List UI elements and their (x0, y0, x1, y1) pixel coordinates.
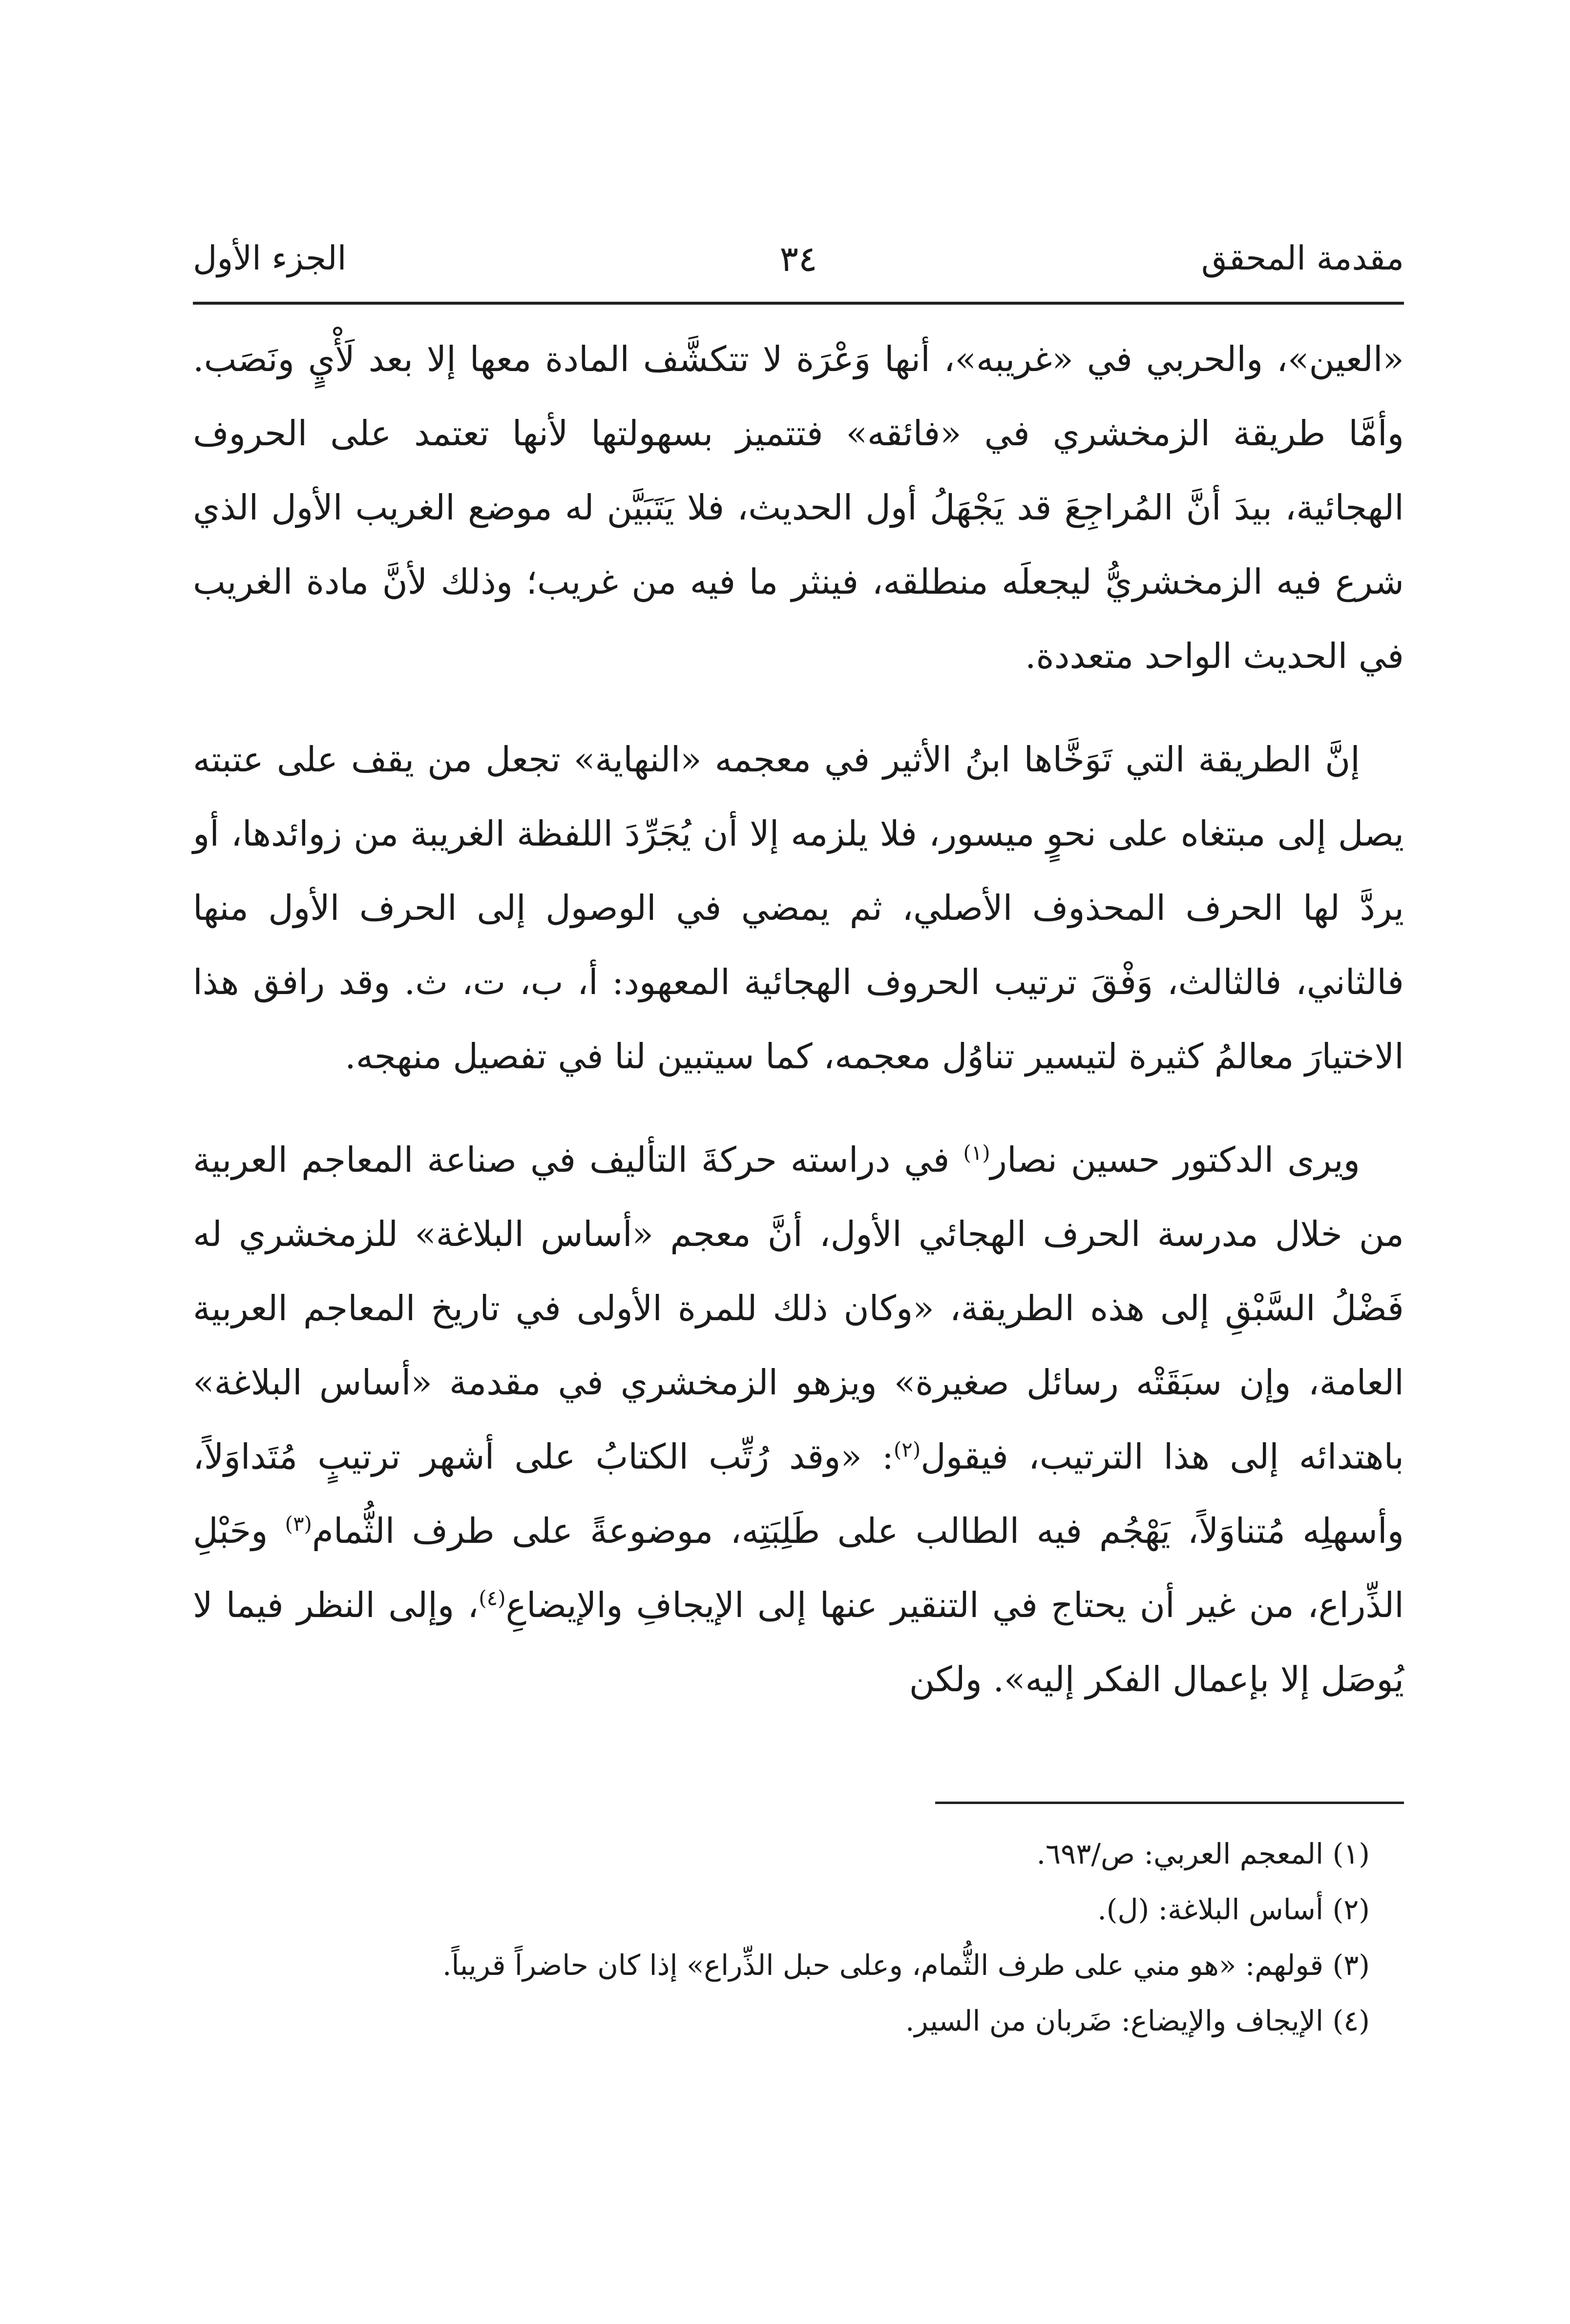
main-text (193, 322, 1404, 1746)
paragraph-3-part-1: ويرى الدكتور حسين نصار (990, 1140, 1360, 1180)
paragraph-3-part-5: ، وإلى النظر فيما لا يُوصَل إلا بإعمال الفكر إليه». ولكن (193, 1585, 1404, 1700)
footnote-ref-1[interactable]: (١) (963, 1141, 990, 1165)
book-page (193, 0, 1404, 2324)
paragraph-1: «العين»، والحربي في «غريبه»، أنها وَعْرَة لا تتكشَّف المادة معها إلا بعد لَأْيٍ ونَصَب. وأمَّا طريقة الزمخشري في «فائقه» فتتميز بسهولتها لأنها تعتمد على الحروف الهجائية، بيدَ أنَّ المُراجِعَ قد يَجْهَلُ أول الحديث، فلا يَتَبَيَّن له موضع الغريب الأول الذي شرع فيه الزمخشريُّ ليجعلَه منطلقه، فينثر ما فيه من غريب؛ وذلك لأنَّ مادة الغريب في الحديث الواحد متعددة. (193, 339, 1404, 676)
footnote-4: (٤) الإيجاف والإيضاع: ضَربان من السير. (905, 2004, 1370, 2037)
paragraph-2: إنَّ الطريقة التي تَوَخَّاها ابنُ الأثير في معجمه «النهاية» تجعل من يقف على عتبته يصل إلى مبتغاه على نحوٍ ميسور، فلا يلزمه إلا أن يُجَرِّدَ اللفظة الغريبة من زوائدها، أو يردَّ لها الحرف المحذوف الأصلي، ثم يمضي في الوصول إلى الحرف الأول منها فالثاني، فالثالث، وَفْقَ ترتيب الحروف الهجائية المعهود: أ، ب، ت، ث. وقد رافق هذا الاختيارَ معالمُ كثيرة لتيسير تناوُل معجمه، كما سيتبين لنا في تفصيل منهجه. (193, 739, 1404, 1077)
section-title: مقدمة المحقق (1201, 239, 1404, 278)
footnote-3: (٣) قولهم: «هو مني على طرف الثُّمام، وعلى حبل الذِّراع» إذا كان حاضراً قريباً. (442, 1949, 1370, 1982)
running-header (193, 222, 1404, 295)
footnote-rule (935, 1802, 1404, 1804)
paragraph-3-part-4: وحَبْلِ الذِّراع، من غير أن يحتاج في التنقير عنها إلى الإيجافِ والإيضاعِ (193, 1511, 1404, 1625)
footnote-1: (١) المعجم العربي: ص/٦٩٣. (1036, 1837, 1370, 1870)
paragraph-3-part-2: في دراسته حركةَ التأليف في صناعة المعاجم العربية من خلال مدرسة الحرف الهجائي الأول، أنَّ معجم «أساس البلاغة» للزمخشري له فَضْلُ السَّبْقِ إلى هذه الطريقة، «وكان ذلك للمرة الأولى في تاريخ المعاجم العربية العامة، وإن سبَقَتْه رسائل صغيرة» ويزهو الزمخشري في مقدمة «أساس البلاغة» باهتدائه إلى هذا الترتيب، فيقول (193, 1140, 1404, 1477)
page-number: ٣٤ (779, 238, 817, 279)
paragraph-3-part-3: : «وقد رُتِّب الكتابُ على أشهر ترتيبٍ مُتَداوَلاً، وأسهلِه مُتناوَلاً، يَهْجُم فيه الطالب على طَلِبَتِه، موضوعةً على طرف الثُّمام (193, 1436, 1404, 1551)
footnote-2: (٢) أساس البلاغة: (ل). (1097, 1893, 1370, 1926)
footnote-ref-4[interactable]: (٤) (479, 1586, 506, 1610)
volume-title: الجزء الأول (193, 239, 347, 278)
footnotes (193, 1826, 1404, 2049)
footnote-ref-3[interactable]: (٣) (285, 1512, 312, 1536)
footnote-ref-2[interactable]: (٢) (893, 1437, 921, 1462)
header-rule (193, 302, 1404, 305)
paragraph-3 (193, 1123, 1404, 1717)
